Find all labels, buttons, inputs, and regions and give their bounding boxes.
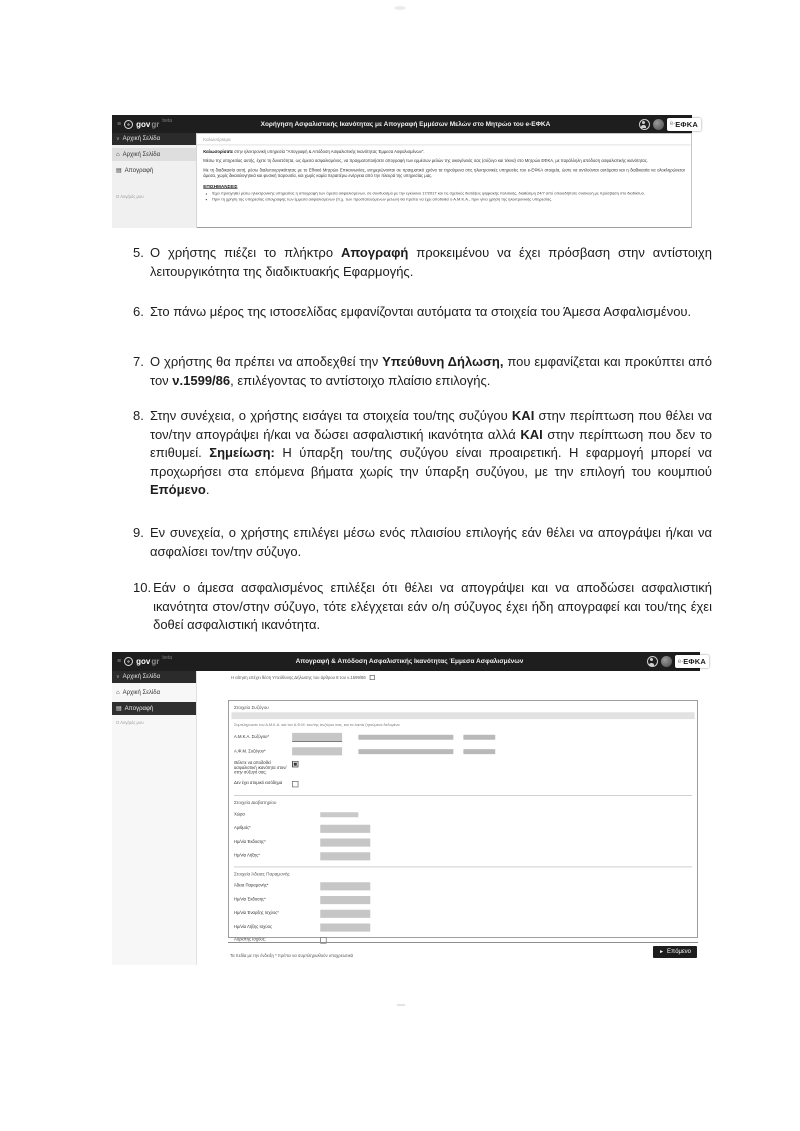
notes-heading: ΕΠΙΣΗΜΑΝΣΕΙΣ xyxy=(203,183,238,189)
instruction-item xyxy=(133,244,712,281)
declaration-row xyxy=(231,675,375,680)
play-icon: ► xyxy=(659,948,665,955)
home-icon: ⌂ xyxy=(116,689,120,696)
instruction-item xyxy=(133,524,712,561)
form-row xyxy=(234,910,692,918)
efka-logo-e: e- xyxy=(677,658,684,665)
user-icon[interactable] xyxy=(639,119,650,130)
sidebar xyxy=(112,671,197,965)
govgr-emblem-icon xyxy=(124,657,133,666)
govgr-logo: gov xyxy=(136,119,151,129)
redacted-text xyxy=(358,735,453,740)
field-label: Χώρα xyxy=(234,812,245,817)
field-input[interactable] xyxy=(292,747,342,755)
sidebar-item-label: Απογραφή xyxy=(124,167,154,174)
field-label: Αόριστης Ισχύος: xyxy=(234,937,266,942)
welcome-panel xyxy=(197,133,692,228)
chevron-down-icon: ∨ xyxy=(116,136,120,142)
field-label: Ημ/νία Λήξης* xyxy=(234,853,260,859)
welcome-small-label: Καλωσόρισμα xyxy=(203,137,231,143)
sidebar-item-grid[interactable] xyxy=(112,702,196,715)
field-label: Ημ/νία Έκδοσης* xyxy=(234,897,266,902)
form-area xyxy=(197,671,700,965)
sidebar-item-home[interactable] xyxy=(112,148,196,161)
efka-logo-text: ΕΦΚΑ xyxy=(683,657,706,666)
welcome-rest: στην ηλεκτρονική υπηρεσία "Απογραφή & Απόδοση Ασφαλιστικής Ικανότητας Έμμεσα Ασφαλισμένων". xyxy=(232,149,425,154)
notes-bullet: • Έχει προηγηθεί μέσω ηλεκτρονικής υπηρεσίας η απογραφή των άμεσα ασφαλισμένων, σε συνδυασμό με την εγκύκλιο 17/2017 και τις σχετικές διατάξεις ψηφιακής πολιτικής, διαθέσιμη 24/7 από οποιαδήποτε συσκευή με πρόσβαση στο διαδίκτυο. xyxy=(212,192,685,197)
instruction-number: 6. xyxy=(133,304,144,319)
grid-icon: ▤ xyxy=(116,167,122,174)
instruction-item xyxy=(133,353,712,390)
sidebar-item-label: Απογραφή xyxy=(124,705,154,712)
form-section xyxy=(234,795,692,860)
sidebar-header-item[interactable] xyxy=(112,133,196,145)
form-row xyxy=(234,838,692,846)
sidebar-item-label: Αρχική Σελίδα xyxy=(122,151,161,158)
required-fields-note: Τα πεδία με την ένδειξη * πρέπει να συμπληρωθούν υποχρεωτικά xyxy=(230,954,354,959)
section-title: Στοιχεία Διαβατηρίου xyxy=(234,799,277,806)
field-label: Άδεια Παραμονής* xyxy=(234,883,269,889)
form-row xyxy=(234,852,692,860)
next-button[interactable] xyxy=(653,946,697,958)
sidebar-item-home[interactable] xyxy=(112,686,196,699)
redacted-text xyxy=(463,749,495,754)
form-row xyxy=(234,825,692,833)
field-label: Α.Μ.Κ.Α. Συζύγου* xyxy=(234,734,269,740)
instruction-text: Ο χρήστης θα πρέπει να αποδεχθεί την Υπεύθυνη Δήλωση, που εμφανίζεται και προκύπτει από τον ν.1599/86, επιλέγοντας το αντίστοιχο πλαίσιο επιλογής. xyxy=(150,354,712,388)
chevron-down-icon: ∨ xyxy=(116,674,120,680)
app-header xyxy=(112,115,698,133)
govgr-logo-gr: gr xyxy=(151,657,160,666)
field-label: Ημ/νία Έκδοσης* xyxy=(234,840,266,845)
field-label: Θέλετε να αποδοθεί ασφαλιστική ικανότητα στον/στην σύζυγό σας; xyxy=(234,761,287,775)
instruction-number: 7. xyxy=(133,354,144,369)
form-row xyxy=(234,923,692,931)
efka-logo xyxy=(667,118,701,131)
field-value-redacted xyxy=(320,812,358,817)
form-row xyxy=(234,811,692,819)
field-label: Ημ/νία Λήξης Ισχύος xyxy=(234,925,273,930)
section-title: Στοιχεία Άδειας Παραμονής xyxy=(234,870,290,877)
field-input[interactable] xyxy=(320,910,370,918)
sidebar-item-grid[interactable] xyxy=(112,164,196,177)
section-band xyxy=(232,712,695,719)
sidebar-header-item[interactable] xyxy=(112,671,196,683)
instruction-number: 10. xyxy=(133,580,152,595)
spouse-form-panel xyxy=(228,700,698,942)
home-icon: ⌂ xyxy=(116,151,120,158)
instruction-number: 8. xyxy=(133,408,144,423)
divider xyxy=(228,942,698,943)
screenshot-welcome-page xyxy=(112,115,698,228)
menu-icon[interactable]: ≡ xyxy=(117,658,122,665)
instruction-text: Ο χρήστης πιέζει το πλήκτρο Απογραφή προκειμένου να έχει πρόσβαση στην αντίστοιχη λειτουργικότητα της διαδικτυακής Εφαρμογής. xyxy=(150,245,712,279)
form-section xyxy=(234,866,692,945)
field-input[interactable] xyxy=(320,852,370,860)
app-title: Χορήγηση Ασφαλιστικής Ικανότητας με Απογραφή Εμμέσων Μελών στο Μητρώο του e-ΕΦΚΑ xyxy=(260,120,551,128)
efka-logo-text: ΕΦΚΑ xyxy=(675,119,698,129)
menu-icon[interactable]: ≡ xyxy=(117,120,122,128)
grid-icon: ▤ xyxy=(116,705,122,712)
form-row xyxy=(234,761,692,775)
govgr-beta-tag: beta xyxy=(162,118,173,124)
notes-bullet-list xyxy=(203,192,684,203)
unchecked-checkbox[interactable] xyxy=(292,781,298,787)
section-title: Στοιχεία Συζύγου xyxy=(234,704,269,711)
form-row xyxy=(234,747,692,755)
next-button-label: Επόμενο xyxy=(667,949,691,955)
field-label: Δεν έχει ατομικό εισόδημα xyxy=(234,780,283,786)
redacted-text xyxy=(463,735,495,740)
app-header xyxy=(112,652,706,671)
instruction-text: Στην συνέχεια, ο χρήστης εισάγει τα στοιχεία του/της συζύγου ΚΑΙ στην περίπτωση που θέλει να τον/την απογράψει ή/και να δώσει ασφαλιστική ικανότητα αλλά ΚΑΙ στην περίπτωση που δεν το επιθυμεί. Σημείωση: Η ύπαρξη του/της συζύγου είναι προαιρετική. Η εφαρμογή μπορεί να προχωρήσει στα επόμενα βήματα χωρίς την ύπαρξη συζύγου, με την επιλογή του κουμπιού Επόμενο. xyxy=(150,408,712,497)
sidebar-header-label: Αρχική Σελίδα xyxy=(122,674,161,680)
intro-paragraph-2: Με τη διαδικασία αυτή, μέσω διαλειτουργικότητας με το Εθνικό Μητρώο Επικοινωνίας, ενημερώνονται σε πραγματικό χρόνο τα τηρούμενα στις ηλεκτρονικές υπηρεσίες του e-ΕΦΚΑ στοιχεία, ώστε να αντλούνται αυτόματα και η διαδικασία να ολοκληρώνεται άμεσα, χωρίς δικαιολογητικά και φυσική παρουσία, και χωρίς καμία περαιτέρω ενέργεια από την πλευρά της υπηρεσίας μας. xyxy=(203,168,685,179)
field-label: Α.Φ.Μ. Συζύγου* xyxy=(234,748,266,754)
field-input[interactable] xyxy=(320,838,370,846)
govgr-logo: gov xyxy=(136,657,151,666)
sidebar-header-label: Αρχική Σελίδα xyxy=(122,136,161,142)
instruction-item xyxy=(133,303,712,322)
sidebar-footer-text: Ο Λογ/μός μου xyxy=(116,721,144,726)
notes-bullet: • Πριν τη χρήση της υπηρεσίας απογραφής των έμμεσα ασφαλισμένων (π.χ. των προστατευόμενων μελών) θα πρέπει να έχει αποδοθεί ο Α.Μ.Κ.Α., πριν γίνει χρήση της ηλεκτρονικής υπηρεσίας. xyxy=(212,197,685,202)
instruction-text: Εν συνεχεία, ο χρήστης επιλέγει μέσω ενός πλαισίου επιλογής εάν θέλει να απογράψει ή/και να ασφαλίσει τον/την σύζυγο. xyxy=(150,525,712,559)
welcome-paragraph xyxy=(203,149,684,155)
sidebar xyxy=(112,133,197,228)
govgr-beta-tag: beta xyxy=(162,655,173,661)
form-row xyxy=(234,882,692,890)
field-input[interactable] xyxy=(320,825,370,833)
instruction-text: Εάν ο άμεσα ασφαλισμένος επιλέξει ότι θέλει να απογράψει και να αποδώσει ασφαλιστική ικανότητα στον/στην σύζυγο, τότε ελέγχεται εάν ο/η σύζυγος έχει ήδη απογραφεί και του/της έχει δοθεί ασφαλιστική ικανότητα. xyxy=(153,580,712,632)
divider xyxy=(197,145,691,146)
instruction-item xyxy=(133,579,712,635)
form-section xyxy=(234,705,692,789)
efka-logo-e: e- xyxy=(669,121,676,127)
form-row xyxy=(234,733,692,742)
scan-artifact xyxy=(394,6,406,10)
user-icon[interactable] xyxy=(647,656,658,667)
field-input[interactable] xyxy=(292,733,342,742)
section-help: Συμπληρώστε τον Α.Μ.Κ.Α. και τον Α.Φ.Μ. του/της συζύγου σας, και τα λοιπά ζητούμενα δεδομένα xyxy=(234,722,400,728)
declaration-checkbox[interactable] xyxy=(370,675,375,680)
instruction-text: Στο πάνω μέρος της ιστοσελίδας εμφανίζονται αυτόματα τα στοιχεία του Άμεσα Ασφαλισμένου. xyxy=(150,304,692,319)
field-input[interactable] xyxy=(320,882,370,890)
govgr-emblem-icon xyxy=(124,120,133,129)
declaration-text: Η αίτηση επέχει θέση Υπεύθυνης Δήλωσης του άρθρου 8 του ν.1599/86 xyxy=(231,675,366,680)
field-label: Ημ/νία Έναρξης Ισχύος* xyxy=(234,911,279,916)
checked-checkbox[interactable] xyxy=(292,761,298,767)
sidebar-item-label: Αρχική Σελίδα xyxy=(122,689,161,696)
scan-artifact xyxy=(397,1004,405,1006)
app-title: Απογραφή & Απόδοση Ασφαλιστικής Ικανότητας Έμμεσα Ασφαλισμένων xyxy=(295,658,524,665)
form-row xyxy=(234,781,692,789)
instruction-number: 9. xyxy=(133,525,144,540)
welcome-bold: Καλωσορίσατε xyxy=(203,149,233,154)
field-input[interactable] xyxy=(320,923,370,931)
form-row xyxy=(234,896,692,904)
screenshot-spouse-form xyxy=(112,652,706,965)
efka-emblem-icon xyxy=(661,656,672,667)
intro-paragraph-1: Μέσω της υπηρεσίας αυτής, έχετε τη δυνατότητα, ως άμεσα ασφαλισμένος, να πραγματοποιήσετε απογραφή των εμμέσων μελών της οικογένειάς σας (σύζυγο και τέκνα) στο Μητρώο ΕΦΚΑ, με παράλληλη απόδοση ασφαλιστικής ικανότητας. xyxy=(203,159,649,164)
field-input[interactable] xyxy=(320,896,370,904)
govgr-logo-gr: gr xyxy=(151,119,160,129)
instruction-number: 5. xyxy=(133,245,144,260)
field-label: Αριθμός* xyxy=(234,826,251,831)
efka-emblem-icon xyxy=(653,119,664,130)
redacted-text xyxy=(358,749,453,754)
efka-logo xyxy=(675,655,709,668)
instruction-item xyxy=(133,407,712,500)
sidebar-footer-text: Ο Λογ/μός μου xyxy=(116,195,144,200)
